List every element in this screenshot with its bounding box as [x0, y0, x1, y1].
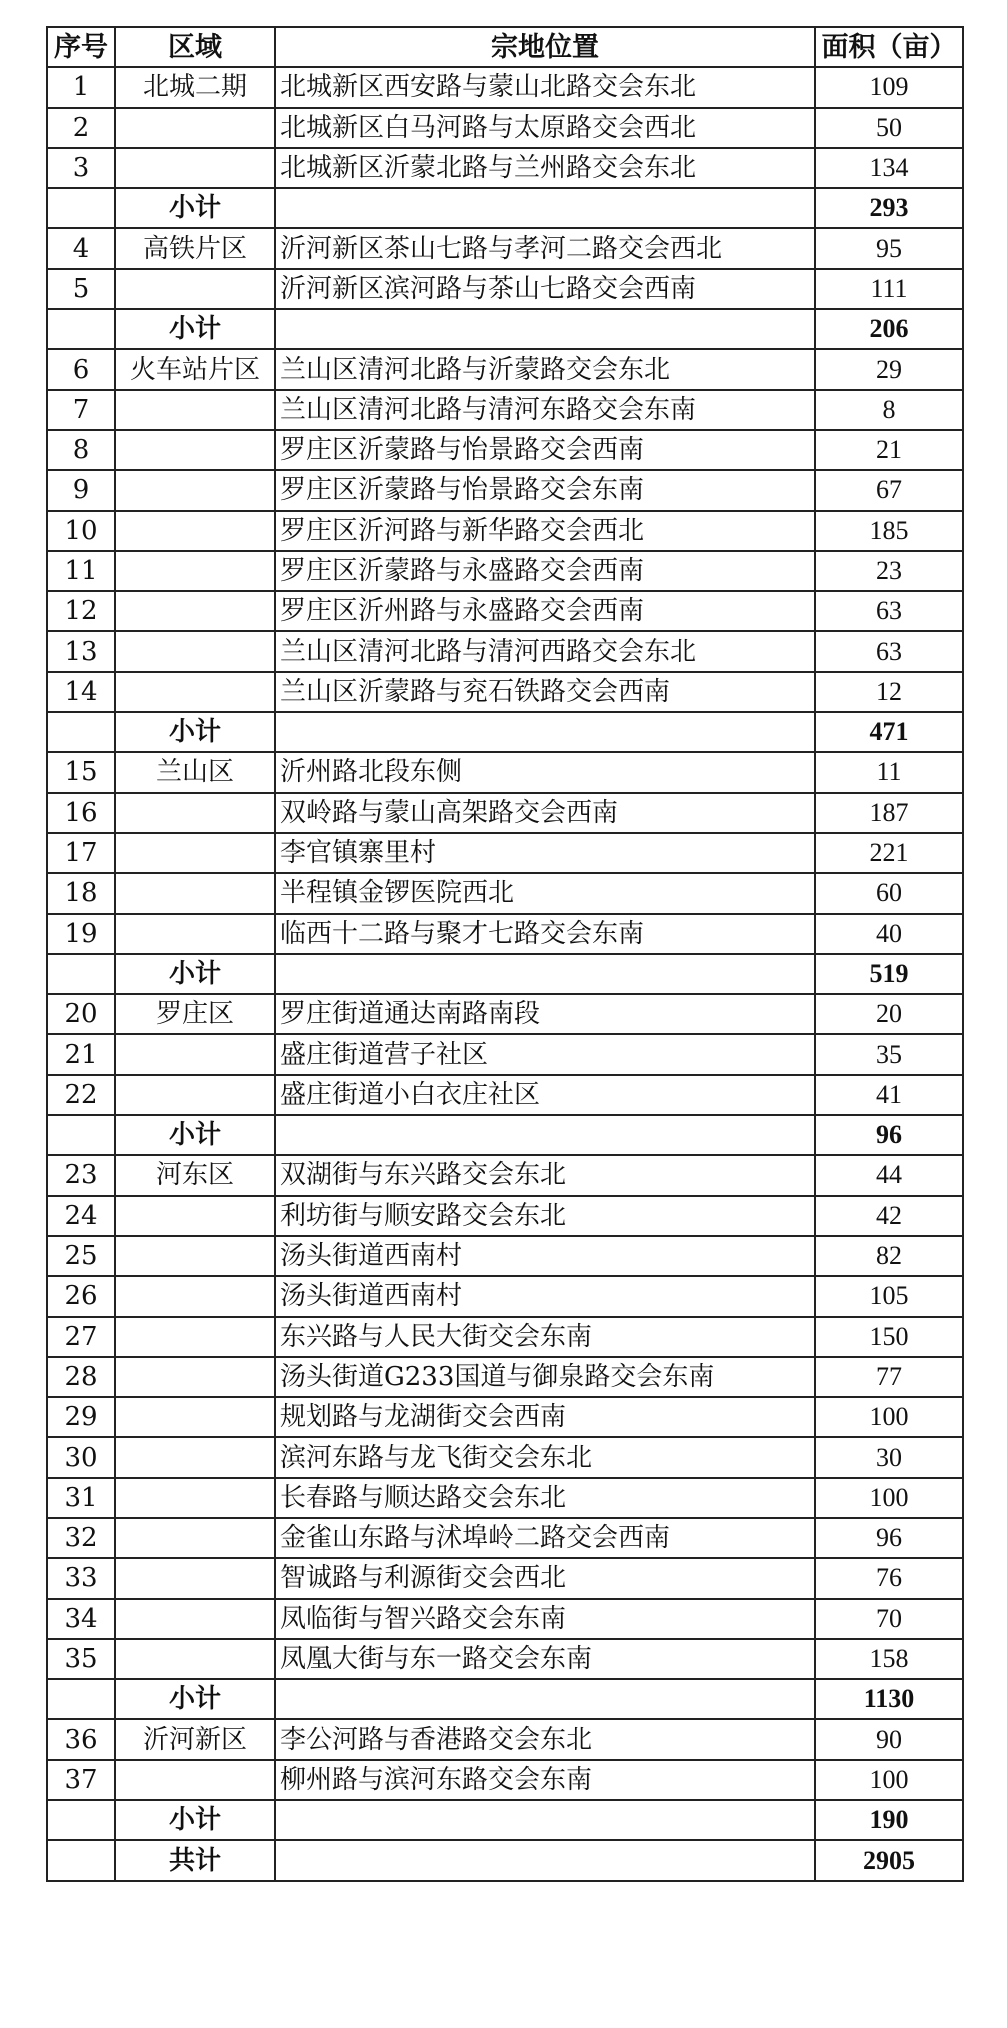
cell-size: 63 — [815, 591, 963, 631]
cell-location: 凤临街与智兴路交会东南 — [275, 1599, 815, 1639]
cell-area: 小计 — [115, 309, 275, 349]
cell-location: 李官镇寨里村 — [275, 833, 815, 873]
cell-size: 30 — [815, 1437, 963, 1477]
table-row — [47, 1719, 963, 1759]
cell-size: 158 — [815, 1639, 963, 1679]
table-row — [47, 591, 963, 631]
cell-area — [115, 511, 275, 551]
cell-area — [115, 269, 275, 309]
cell-area: 火车站片区 — [115, 349, 275, 389]
header-no: 序号 — [47, 27, 115, 67]
cell-area — [115, 430, 275, 470]
cell-location: 罗庄区沂蒙路与永盛路交会西南 — [275, 551, 815, 591]
cell-no: 6 — [47, 349, 115, 389]
cell-no: 9 — [47, 470, 115, 510]
table-row — [47, 1437, 963, 1477]
cell-area — [115, 1075, 275, 1115]
cell-area — [115, 1236, 275, 1276]
cell-location — [275, 309, 815, 349]
cell-location: 李公河路与香港路交会东北 — [275, 1719, 815, 1759]
cell-no: 19 — [47, 914, 115, 954]
cell-area — [115, 833, 275, 873]
cell-no: 35 — [47, 1639, 115, 1679]
cell-location — [275, 188, 815, 228]
cell-area — [115, 1518, 275, 1558]
cell-location: 双岭路与蒙山高架路交会西南 — [275, 793, 815, 833]
table-row — [47, 390, 963, 430]
cell-size: 100 — [815, 1397, 963, 1437]
cell-no: 2 — [47, 108, 115, 148]
cell-area — [115, 914, 275, 954]
cell-no: 15 — [47, 752, 115, 792]
cell-area: 小计 — [115, 954, 275, 994]
subtotal-row — [47, 1840, 963, 1880]
cell-size: 519 — [815, 954, 963, 994]
cell-location: 盛庄街道小白衣庄社区 — [275, 1075, 815, 1115]
land-parcel-table — [46, 26, 964, 1882]
cell-size: 1130 — [815, 1679, 963, 1719]
cell-size: 95 — [815, 228, 963, 268]
cell-no — [47, 712, 115, 752]
cell-size: 221 — [815, 833, 963, 873]
table-body — [47, 67, 963, 1880]
cell-size: 105 — [815, 1276, 963, 1316]
cell-no — [47, 1800, 115, 1840]
cell-no: 16 — [47, 793, 115, 833]
table-row — [47, 349, 963, 389]
table-row — [47, 1155, 963, 1195]
cell-no: 14 — [47, 672, 115, 712]
table-row — [47, 1599, 963, 1639]
table-row — [47, 511, 963, 551]
subtotal-row — [47, 1679, 963, 1719]
cell-size: 8 — [815, 390, 963, 430]
cell-size: 96 — [815, 1115, 963, 1155]
cell-no: 26 — [47, 1276, 115, 1316]
cell-no: 30 — [47, 1437, 115, 1477]
cell-location — [275, 712, 815, 752]
cell-size: 23 — [815, 551, 963, 591]
cell-location: 汤头街道西南村 — [275, 1236, 815, 1276]
cell-area — [115, 1317, 275, 1357]
cell-no: 20 — [47, 994, 115, 1034]
cell-no: 32 — [47, 1518, 115, 1558]
cell-size: 100 — [815, 1478, 963, 1518]
cell-size: 293 — [815, 188, 963, 228]
cell-no — [47, 954, 115, 994]
cell-location: 汤头街道G233国道与御泉路交会东南 — [275, 1357, 815, 1397]
cell-size: 96 — [815, 1518, 963, 1558]
cell-size: 50 — [815, 108, 963, 148]
cell-location: 罗庄区沂州路与永盛路交会西南 — [275, 591, 815, 631]
cell-no: 36 — [47, 1719, 115, 1759]
cell-area — [115, 1397, 275, 1437]
cell-location: 兰山区沂蒙路与兖石铁路交会西南 — [275, 672, 815, 712]
table-row — [47, 1317, 963, 1357]
cell-location: 汤头街道西南村 — [275, 1276, 815, 1316]
table-row — [47, 1034, 963, 1074]
cell-size: 40 — [815, 914, 963, 954]
cell-size: 35 — [815, 1034, 963, 1074]
cell-location: 兰山区清河北路与清河西路交会东北 — [275, 631, 815, 671]
cell-location — [275, 1115, 815, 1155]
cell-area — [115, 1639, 275, 1679]
cell-size: 100 — [815, 1760, 963, 1800]
cell-area — [115, 1196, 275, 1236]
cell-size: 150 — [815, 1317, 963, 1357]
cell-area — [115, 470, 275, 510]
cell-area: 河东区 — [115, 1155, 275, 1195]
cell-location: 北城新区西安路与蒙山北路交会东北 — [275, 67, 815, 107]
cell-size: 63 — [815, 631, 963, 671]
cell-no: 29 — [47, 1397, 115, 1437]
cell-size: 41 — [815, 1075, 963, 1115]
cell-location: 盛庄街道营子社区 — [275, 1034, 815, 1074]
cell-size: 76 — [815, 1558, 963, 1598]
cell-area: 小计 — [115, 712, 275, 752]
cell-location: 滨河东路与龙飞街交会东北 — [275, 1437, 815, 1477]
cell-size: 90 — [815, 1719, 963, 1759]
cell-no: 34 — [47, 1599, 115, 1639]
cell-area — [115, 1599, 275, 1639]
cell-area — [115, 1437, 275, 1477]
cell-area: 高铁片区 — [115, 228, 275, 268]
cell-location: 北城新区沂蒙北路与兰州路交会东北 — [275, 148, 815, 188]
cell-location: 规划路与龙湖街交会西南 — [275, 1397, 815, 1437]
cell-no: 27 — [47, 1317, 115, 1357]
cell-no: 5 — [47, 269, 115, 309]
subtotal-row — [47, 188, 963, 228]
table-row — [47, 67, 963, 107]
cell-location: 利坊街与顺安路交会东北 — [275, 1196, 815, 1236]
cell-location: 沂河新区滨河路与茶山七路交会西南 — [275, 269, 815, 309]
table-row — [47, 914, 963, 954]
cell-no: 1 — [47, 67, 115, 107]
table-row — [47, 1639, 963, 1679]
cell-area: 小计 — [115, 188, 275, 228]
cell-location — [275, 1840, 815, 1880]
cell-size: 206 — [815, 309, 963, 349]
cell-area — [115, 672, 275, 712]
cell-size: 187 — [815, 793, 963, 833]
cell-location: 双湖街与东兴路交会东北 — [275, 1155, 815, 1195]
cell-no: 33 — [47, 1558, 115, 1598]
cell-size: 134 — [815, 148, 963, 188]
cell-size: 70 — [815, 1599, 963, 1639]
table-row — [47, 631, 963, 671]
cell-size: 2905 — [815, 1840, 963, 1880]
cell-no: 7 — [47, 390, 115, 430]
cell-area — [115, 148, 275, 188]
table-row — [47, 752, 963, 792]
table-row — [47, 1397, 963, 1437]
cell-area: 罗庄区 — [115, 994, 275, 1034]
cell-location — [275, 1679, 815, 1719]
cell-size: 60 — [815, 873, 963, 913]
cell-no: 23 — [47, 1155, 115, 1195]
cell-location: 临西十二路与聚才七路交会东南 — [275, 914, 815, 954]
cell-size: 190 — [815, 1800, 963, 1840]
table-row — [47, 833, 963, 873]
cell-no: 3 — [47, 148, 115, 188]
table-row — [47, 551, 963, 591]
cell-size: 109 — [815, 67, 963, 107]
cell-location: 罗庄街道通达南路南段 — [275, 994, 815, 1034]
table-row — [47, 1236, 963, 1276]
cell-area: 小计 — [115, 1800, 275, 1840]
cell-location: 智诚路与利源街交会西北 — [275, 1558, 815, 1598]
cell-no: 37 — [47, 1760, 115, 1800]
cell-size: 185 — [815, 511, 963, 551]
cell-no: 18 — [47, 873, 115, 913]
cell-location: 兰山区清河北路与沂蒙路交会东北 — [275, 349, 815, 389]
table-row — [47, 1276, 963, 1316]
cell-no: 10 — [47, 511, 115, 551]
cell-no — [47, 1840, 115, 1880]
cell-area — [115, 390, 275, 430]
cell-area: 沂河新区 — [115, 1719, 275, 1759]
cell-area — [115, 551, 275, 591]
cell-location: 沂州路北段东侧 — [275, 752, 815, 792]
cell-location: 金雀山东路与沭埠岭二路交会西南 — [275, 1518, 815, 1558]
table-row — [47, 793, 963, 833]
cell-size: 77 — [815, 1357, 963, 1397]
cell-location: 北城新区白马河路与太原路交会西北 — [275, 108, 815, 148]
cell-location: 沂河新区茶山七路与孝河二路交会西北 — [275, 228, 815, 268]
table-row — [47, 148, 963, 188]
cell-location — [275, 1800, 815, 1840]
table-header-row — [47, 27, 963, 67]
cell-area: 北城二期 — [115, 67, 275, 107]
cell-no: 12 — [47, 591, 115, 631]
cell-location: 柳州路与滨河东路交会东南 — [275, 1760, 815, 1800]
cell-area: 小计 — [115, 1679, 275, 1719]
table-row — [47, 1760, 963, 1800]
cell-no: 13 — [47, 631, 115, 671]
cell-no: 25 — [47, 1236, 115, 1276]
cell-area — [115, 108, 275, 148]
table-row — [47, 994, 963, 1034]
cell-no: 28 — [47, 1357, 115, 1397]
cell-size: 20 — [815, 994, 963, 1034]
cell-location: 罗庄区沂蒙路与怡景路交会东南 — [275, 470, 815, 510]
cell-size: 11 — [815, 752, 963, 792]
cell-area — [115, 793, 275, 833]
cell-size: 44 — [815, 1155, 963, 1195]
cell-size: 12 — [815, 672, 963, 712]
cell-size: 111 — [815, 269, 963, 309]
cell-no — [47, 1679, 115, 1719]
table-row — [47, 672, 963, 712]
subtotal-row — [47, 309, 963, 349]
cell-location: 罗庄区沂河路与新华路交会西北 — [275, 511, 815, 551]
cell-area — [115, 1760, 275, 1800]
cell-area — [115, 1478, 275, 1518]
cell-area — [115, 1276, 275, 1316]
subtotal-row — [47, 954, 963, 994]
cell-area: 共计 — [115, 1840, 275, 1880]
table-row — [47, 228, 963, 268]
cell-location — [275, 954, 815, 994]
cell-area — [115, 1034, 275, 1074]
table-row — [47, 1558, 963, 1598]
header-area: 区域 — [115, 27, 275, 67]
subtotal-row — [47, 1115, 963, 1155]
table-row — [47, 873, 963, 913]
table-row — [47, 108, 963, 148]
cell-location: 长春路与顺达路交会东北 — [275, 1478, 815, 1518]
cell-location: 凤凰大街与东一路交会东南 — [275, 1639, 815, 1679]
header-size: 面积（亩） — [815, 27, 963, 67]
cell-location: 罗庄区沂蒙路与怡景路交会西南 — [275, 430, 815, 470]
table-row — [47, 1075, 963, 1115]
cell-location: 兰山区清河北路与清河东路交会东南 — [275, 390, 815, 430]
cell-no: 11 — [47, 551, 115, 591]
cell-size: 42 — [815, 1196, 963, 1236]
cell-no: 4 — [47, 228, 115, 268]
cell-size: 471 — [815, 712, 963, 752]
cell-no: 8 — [47, 430, 115, 470]
table-row — [47, 1357, 963, 1397]
table-row — [47, 1478, 963, 1518]
header-location: 宗地位置 — [275, 27, 815, 67]
table-row — [47, 470, 963, 510]
cell-area — [115, 631, 275, 671]
cell-area — [115, 873, 275, 913]
table-row — [47, 1518, 963, 1558]
cell-no: 17 — [47, 833, 115, 873]
cell-size: 82 — [815, 1236, 963, 1276]
cell-area: 兰山区 — [115, 752, 275, 792]
subtotal-row — [47, 1800, 963, 1840]
cell-no: 21 — [47, 1034, 115, 1074]
subtotal-row — [47, 712, 963, 752]
cell-size: 29 — [815, 349, 963, 389]
cell-size: 67 — [815, 470, 963, 510]
cell-area — [115, 1558, 275, 1598]
cell-no — [47, 1115, 115, 1155]
table-row — [47, 430, 963, 470]
cell-size: 21 — [815, 430, 963, 470]
cell-location: 半程镇金锣医院西北 — [275, 873, 815, 913]
cell-no: 24 — [47, 1196, 115, 1236]
cell-area — [115, 591, 275, 631]
cell-area: 小计 — [115, 1115, 275, 1155]
cell-no — [47, 188, 115, 228]
cell-area — [115, 1357, 275, 1397]
cell-no: 22 — [47, 1075, 115, 1115]
cell-location: 东兴路与人民大街交会东南 — [275, 1317, 815, 1357]
cell-no — [47, 309, 115, 349]
table-row — [47, 269, 963, 309]
table-row — [47, 1196, 963, 1236]
cell-no: 31 — [47, 1478, 115, 1518]
